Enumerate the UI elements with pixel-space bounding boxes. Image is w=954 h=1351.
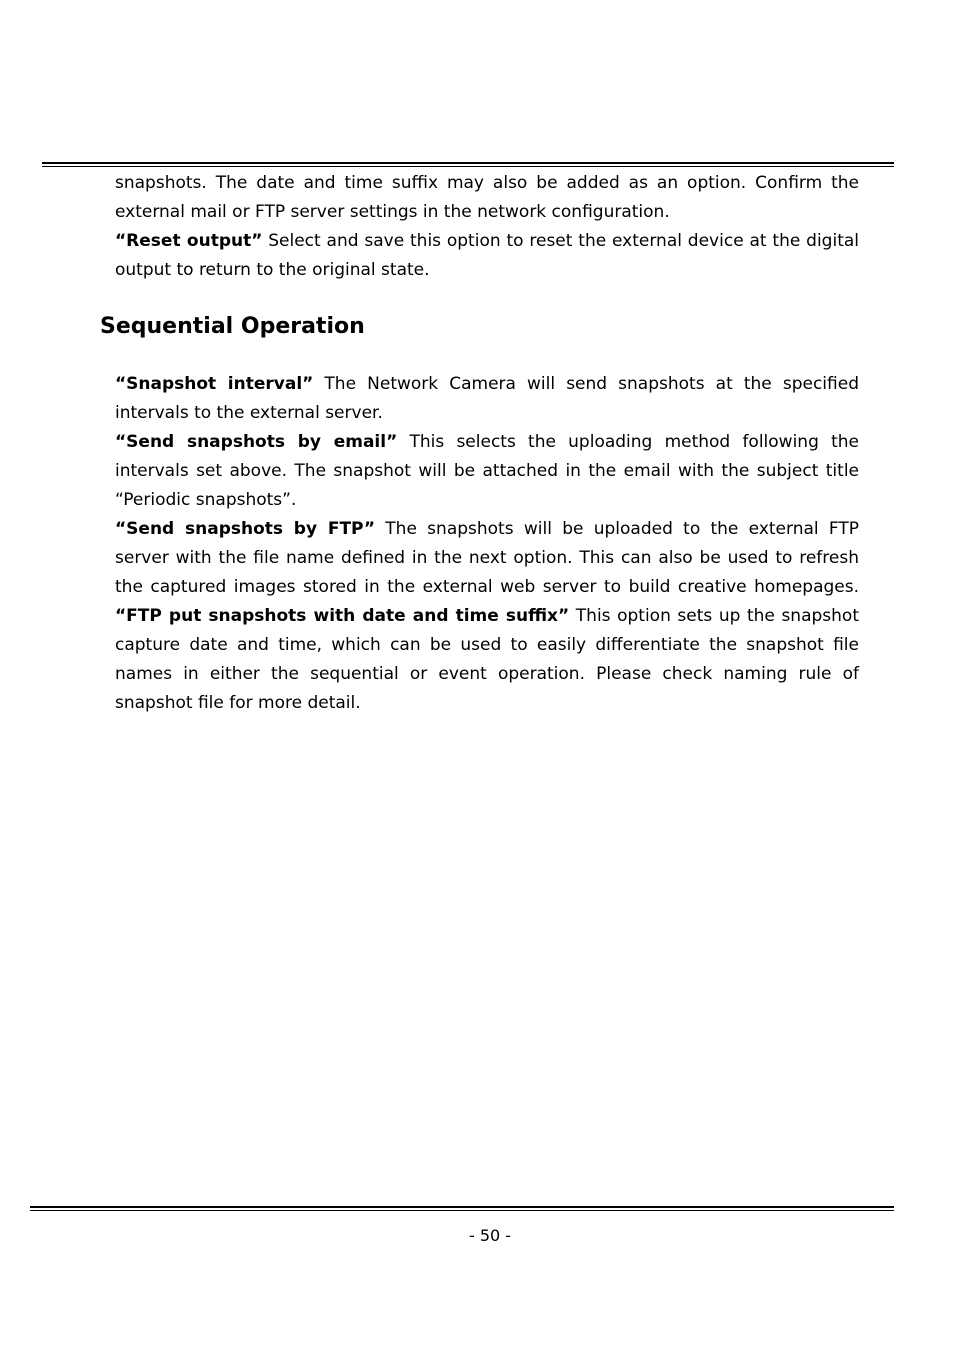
ftp-suffix-term: “FTP put snapshots with date and time suffix” <box>115 606 570 626</box>
ftp-suffix-desc-1: This option sets up the snapshot <box>569 606 859 626</box>
ftp-suffix-line-3: names in either the sequential or event operation. Please check naming rule of <box>115 664 859 684</box>
send-ftp-term: “Send snapshots by FTP” <box>115 519 376 539</box>
send-email-term: “Send snapshots by email” <box>115 432 398 452</box>
page-number: - 50 - <box>468 1226 512 1245</box>
snapshot-interval-line-2: intervals to the external server. <box>115 403 383 423</box>
sequential-operation-block <box>115 370 859 718</box>
ftp-suffix-line-4: snapshot file for more detail. <box>115 693 361 713</box>
reset-output-desc-1: Select and save this option to reset the external device at the digital <box>262 231 859 251</box>
reset-output-term: “Reset output” <box>115 231 263 251</box>
snapshot-interval-desc-1: The Network Camera will send snapshots at the specified <box>313 374 859 394</box>
snapshot-interval-term: “Snapshot interval” <box>115 374 314 394</box>
reset-output-line-1 <box>115 227 859 256</box>
reset-output-line-2: output to return to the original state. <box>115 260 430 280</box>
send-ftp-line-2: server with the file name defined in the next option. This can also be used to refresh <box>115 548 859 568</box>
send-email-line-3: “Periodic snapshots”. <box>115 490 297 510</box>
footer-rule <box>30 1206 894 1211</box>
header-rule <box>42 162 894 167</box>
section-title: Sequential Operation <box>100 314 365 339</box>
send-ftp-line-1 <box>115 515 859 544</box>
ftp-suffix-line-2: capture date and time, which can be used to easily differentiate the snapshot file <box>115 635 859 655</box>
send-email-desc-1: This selects the uploading method following the <box>397 432 859 452</box>
intro-line-1: snapshots. The date and time suffix may also be added as an option. Confirm the <box>115 173 859 193</box>
ftp-suffix-line-1 <box>115 602 859 631</box>
intro-line-2: external mail or FTP server settings in the network configuration. <box>115 202 670 222</box>
send-ftp-line-3: the captured images stored in the external web server to build creative homepages. <box>115 577 859 597</box>
send-email-line-2: intervals set above. The snapshot will be attached in the email with the subject title <box>115 461 859 481</box>
intro-text-block <box>115 169 859 285</box>
send-email-line-1 <box>115 428 859 457</box>
send-ftp-desc-1: The snapshots will be uploaded to the external FTP <box>375 519 860 539</box>
snapshot-interval-line-1 <box>115 370 859 399</box>
